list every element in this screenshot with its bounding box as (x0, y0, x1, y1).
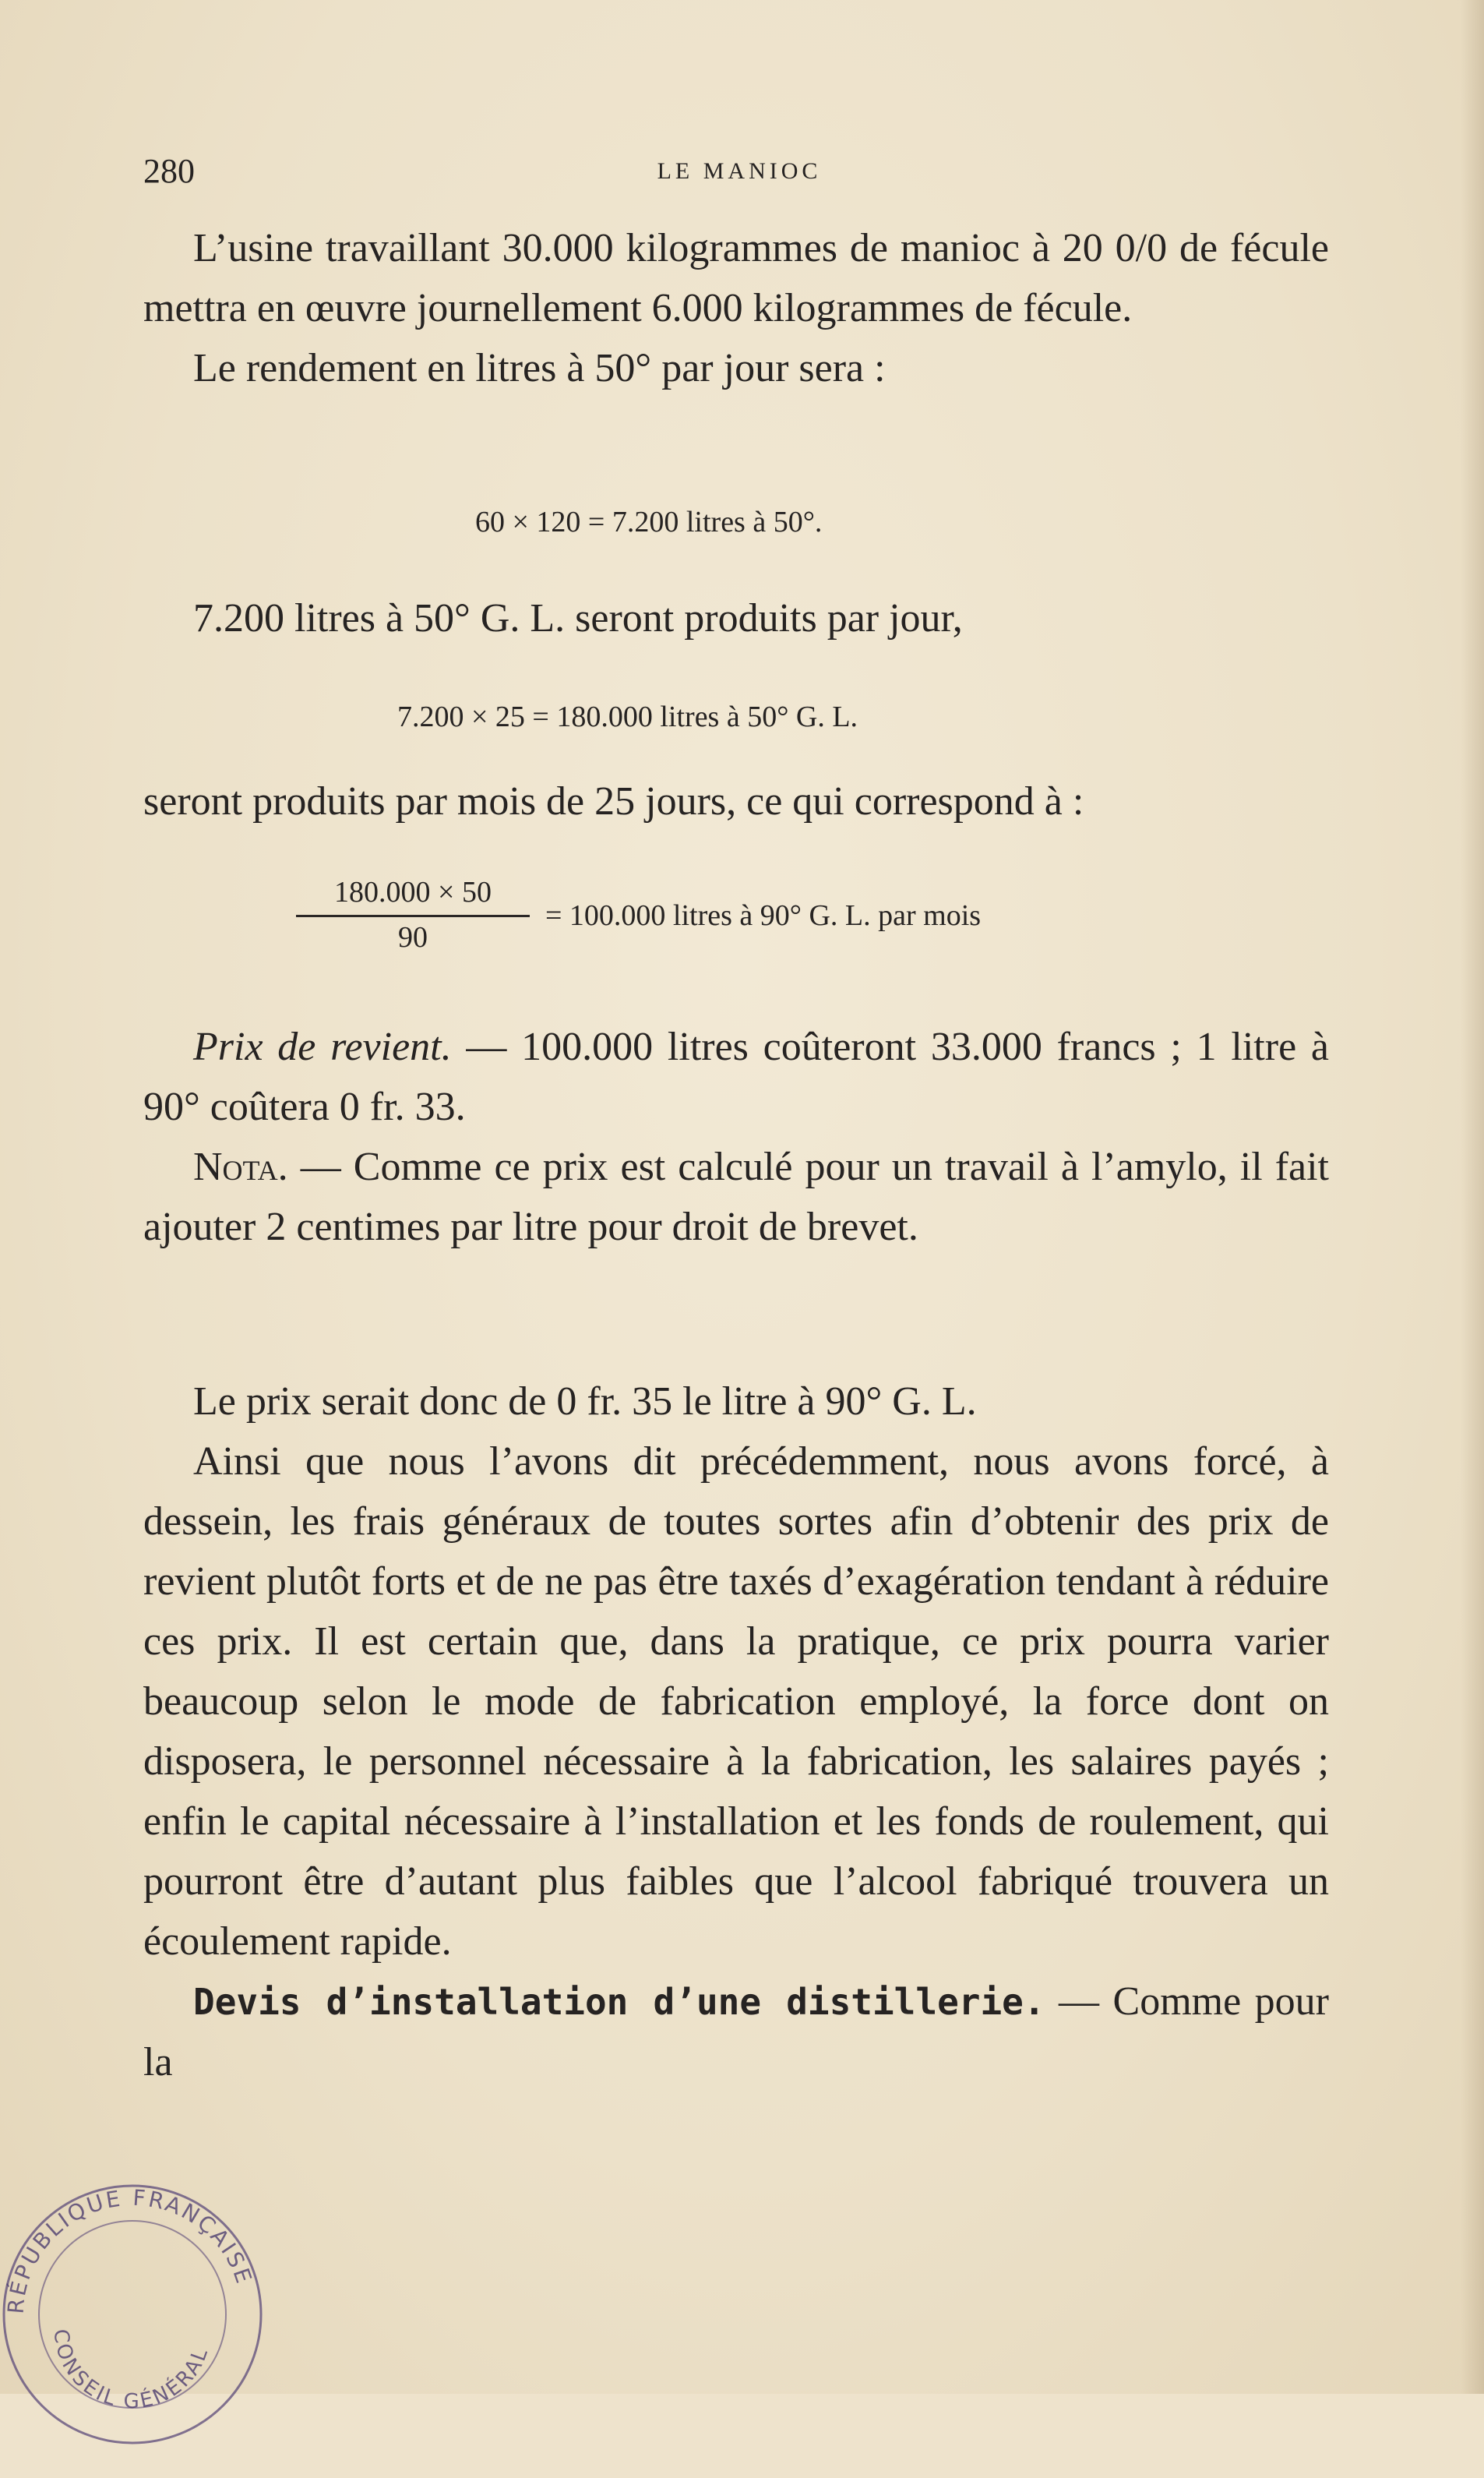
page-header (143, 148, 1335, 195)
paragraph-ainsi: Ainsi que nous l’avons dit précédemment, nous avons forcé, à dessein, les frais généraux de toutes sortes afin d’obtenir des prix de revient plutôt forts et de ne pas être taxés d’exagération tendant à réduire ces prix. Il est certain que, dans la pratique, ce prix pourra varier beaucoup selon le mode de fabrication employé, la force dont on disposera, le personnel nécessaire à la fabrication, les salaires payés ; enfin le capital nécessaire à l’installation et les fonds de roulement, qui pourront être d’autant plus faibles que l’alcool fabriqué trouvera un écoulement rapide. (143, 1439, 1329, 1964)
stamp-text-top: RÉPUBLIQUE FRANÇAISE (2, 2184, 258, 2315)
svg-text:CONSEIL GÉNÉRAL (48, 2328, 213, 2413)
nota-label: Nota. (193, 1145, 288, 1189)
stamp-text-inner: CONSEIL GÉNÉRAL (48, 2328, 213, 2413)
formula-monthly-yield: 7.200 × 25 = 180.000 litres à 50° G. L. (397, 701, 858, 733)
fraction-bar (296, 915, 530, 917)
paragraph-usine: L’usine travaillant 30.000 kilogrammes de manioc à 20 0/0 de fécule mettra en œuvre journellement 6.000 kilogrammes de fécule. (143, 226, 1329, 330)
text-block-daily (143, 588, 1329, 648)
nota-text: — Comme ce prix est calculé pour un travail à l’amylo, il fait ajouter 2 centimes par litre pour droit de brevet. (143, 1145, 1329, 1249)
text-block-intro (143, 218, 1329, 398)
fraction-denominator: 90 (398, 921, 428, 954)
paragraph-produits-jour: 7.200 litres à 50° G. L. seront produits par jour, (193, 596, 963, 641)
formula-daily-yield: 60 × 120 = 7.200 litres à 50°. (475, 506, 823, 538)
paragraph-nota (143, 1137, 1329, 1257)
text-block-monthly (143, 771, 1329, 831)
running-head: LE MANIOC (657, 158, 822, 184)
library-stamp-icon (0, 2151, 296, 2478)
paragraph-produits-mois: seront produits par mois de 25 jours, ce qui correspond à : (143, 779, 1084, 824)
paragraph-prix-revient (143, 1017, 1329, 1137)
paragraph-devis (143, 1971, 1329, 2092)
prix-revient-text: — 100.000 litres coûteront 33.000 francs ; 1 litre à 90° coûtera 0 fr. 33. (143, 1025, 1329, 1129)
text-block-prix (143, 1017, 1329, 1257)
fraction-numerator: 180.000 × 50 (334, 876, 492, 909)
page-gutter-shadow (1461, 0, 1484, 2394)
paragraph-rendement: Le rendement en litres à 50° par jour sera : (193, 346, 886, 390)
devis-heading: Devis d’installation d’une distillerie. (193, 1981, 1045, 2023)
fraction-result: = 100.000 litres à 90° G. L. par mois (545, 899, 982, 932)
paragraph-prix-serait: Le prix serait donc de 0 fr. 35 le litre à 90° G. L. (193, 1379, 977, 1424)
prix-revient-heading: Prix de revient. (193, 1025, 452, 1069)
page-number: 280 (143, 152, 195, 190)
text-block-main (143, 1371, 1329, 2092)
devis-text: — Comme pour la (143, 1979, 1329, 2084)
